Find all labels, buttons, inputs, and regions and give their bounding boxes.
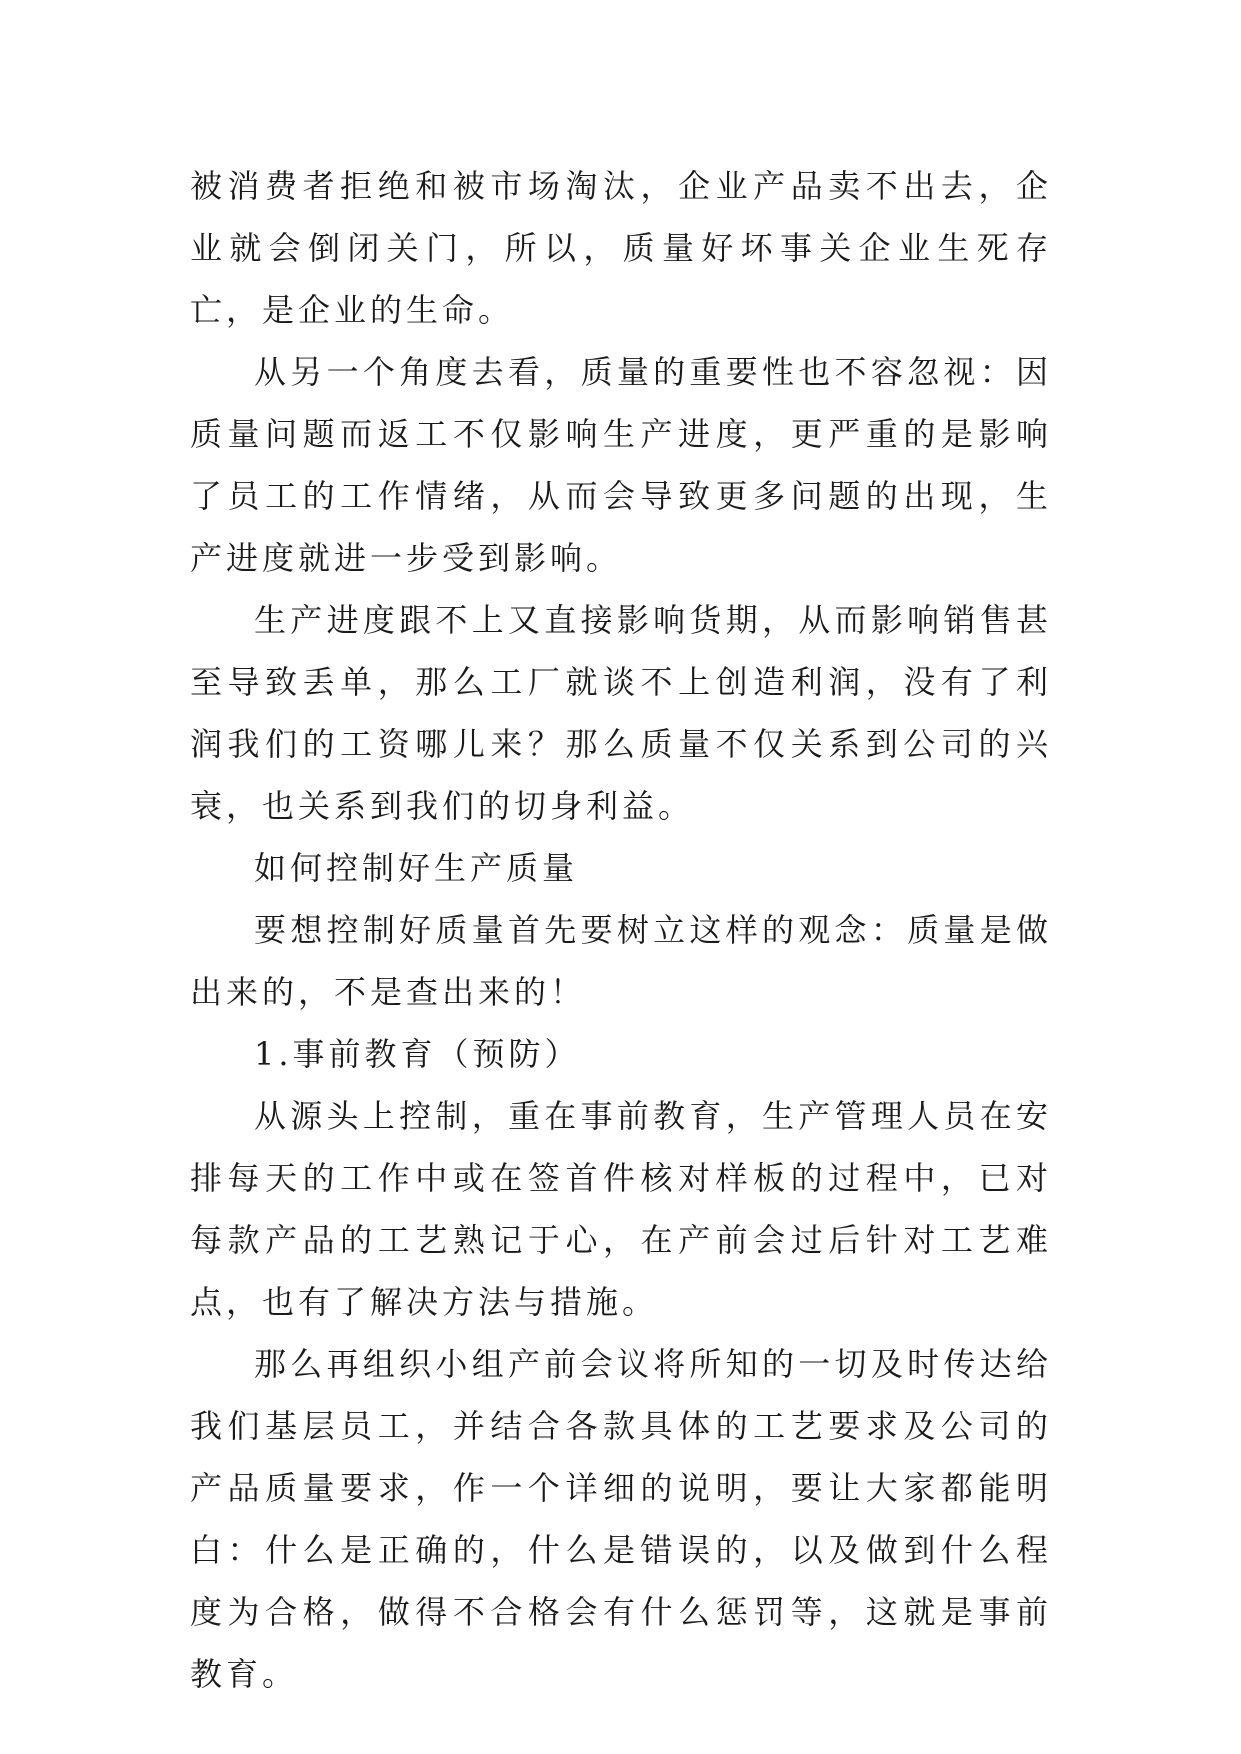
- document-body: [190, 155, 1052, 1705]
- paragraph-2: 从另一个角度去看，质量的重要性也不容忽视：因质量问题而返工不仅影响生产进度，更严重的是影响了员工的工作情绪，从而会导致更多问题的出现，生产进度就进一步受到影响。: [190, 353, 1052, 577]
- paragraph-4: 要想控制好质量首先要树立这样的观念：质量是做出来的，不是查出来的！: [190, 911, 1052, 1011]
- paragraph-3: 生产进度跟不上又直接影响货期，从而影响销售甚至导致丢单，那么工厂就谈不上创造利润，没有了利润我们的工资哪儿来？那么质量不仅关系到公司的兴衰，也关系到我们的切身利益。: [190, 601, 1052, 825]
- subsection-heading: 1.事前教育（预防）: [254, 1035, 581, 1073]
- paragraph-5: 从源头上控制，重在事前教育，生产管理人员在安排每天的工作中或在签首件核对样板的过程中，已对每款产品的工艺熟记于心，在产前会过后针对工艺难点，也有了解决方法与措施。: [190, 1097, 1052, 1321]
- paragraph-6: 那么再组织小组产前会议将所知的一切及时传达给我们基层员工，并结合各款具体的工艺要求及公司的产品质量要求，作一个详细的说明，要让大家都能明白：什么是正确的，什么是错误的，以及做到什么程度为合格，做得不合格会有什么惩罚等，这就是事前教育。: [190, 1345, 1052, 1693]
- section-heading: 如何控制好生产质量: [254, 849, 579, 887]
- paragraph-1: 被消费者拒绝和被市场淘汰，企业产品卖不出去，企业就会倒闭关门，所以，质量好坏事关企业生死存亡，是企业的生命。: [190, 167, 1052, 329]
